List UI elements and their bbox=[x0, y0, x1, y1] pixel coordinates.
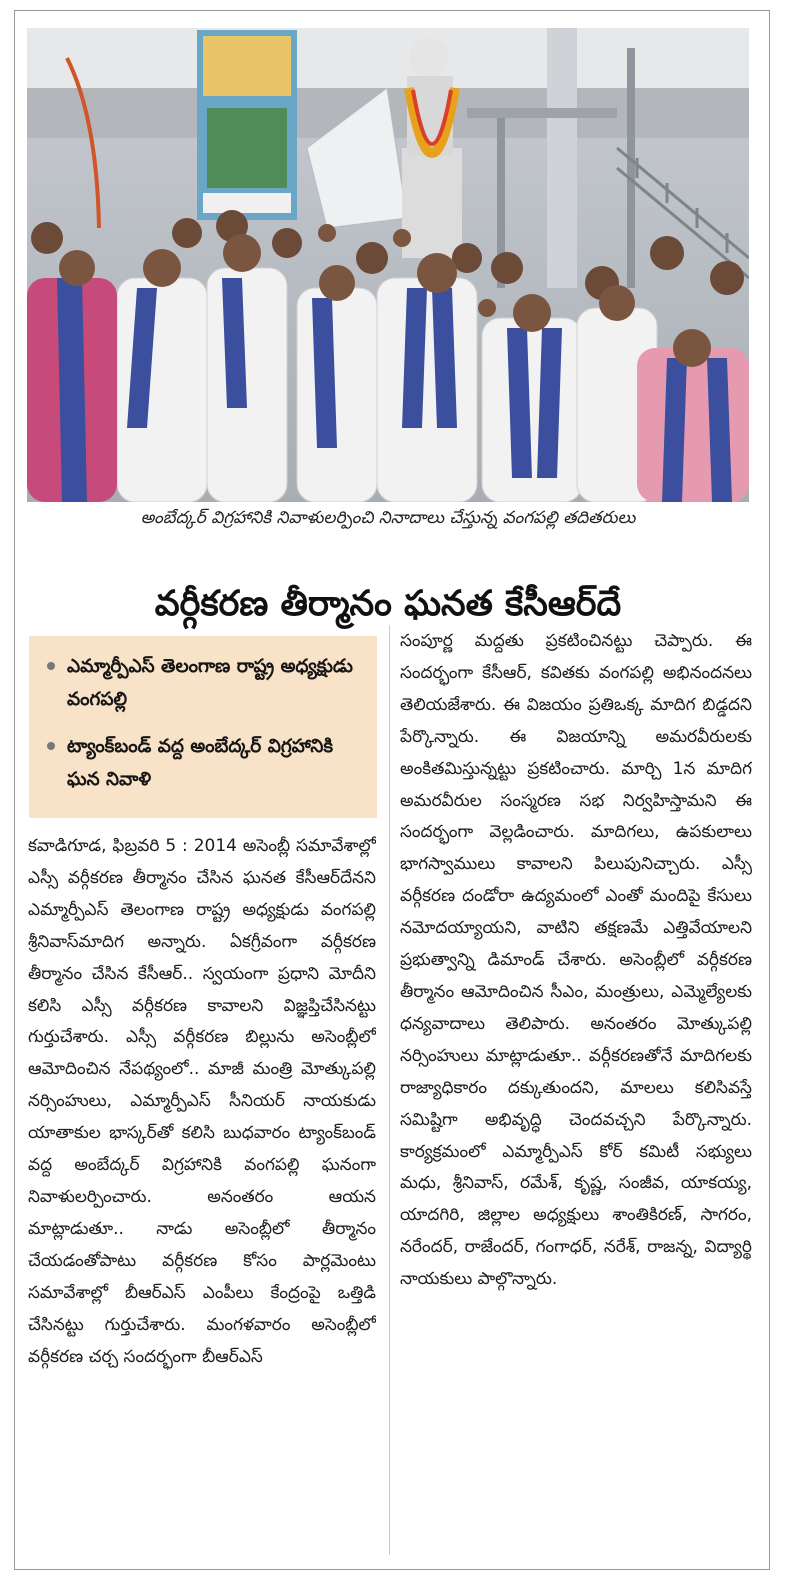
body-text-right: సంపూర్ణ మద్దతు ప్రకటించినట్టు చెప్పారు. ఈ సందర్భంగా కేసీఆర్, కవితకు వంగపల్లి అభినందనలు తెలియజేశారు. ఈ విజయం ప్రతిఒక్క మాదిగ బిడ్డదని పేర్కొన్నారు. ఈ విజయాన్ని అమరవీరులకు అంకితమిస్తున్నట్టు ప్రకటించారు. మార్చి 1న మాదిగ అమరవీరుల సంస్మరణ సభ నిర్వహిస్తామని ఈ సందర్భంగా వెల్లడించారు. మాదిగలు, ఉపకులాలు భాగస్వాములు కావాలని పిలుపునిచ్చారు. ఎస్సీ వర్గీకరణ దండోరా ఉద్యమంలో ఎంతో మందిపై కేసులు నమోదయ్యాయని, వాటిని తక్షణమే ఎత్తివేయాలని ప్రభుత్వాన్ని డిమాండ్ చేశారు. అసెంబ్లీలో వర్గీకరణ తీర్మానం ఆమోదించిన సీఎం, మంత్రులు, ఎమ్మెల్యేలకు ధన్యవాదాలు తెలిపారు. అనంతరం మోత్కుపల్లి నర్సింహులు మాట్లాడుతూ.. వర్గీకరణతోనే మాదిగలకు రాజ్యాధికారం దక్కుతుందని, మాలలు కలిసివస్తే సమిష్టిగా అభివృద్ధి చెందవచ్చని పేర్కొన్నారు. కార్యక్రమంలో ఎమ్మార్పీఎస్ కోర్ కమిటీ సభ్యులు మధు, శ్రీనివాస్, రమేశ్, కృష్ణ, సంజీవ, యాకయ్య, యాదగిరి, జిల్లాల అధ్యక్షులు శాంతికిరణ్, సాగరం, నరేందర్, రాజేందర్, గంగాధర్, నరేశ్, రాజన్న, విద్యార్థి నాయకులు పాల్గొన్నారు. bbox=[400, 631, 752, 1290]
photo-caption: అంబేద్కర్ విగ్రహానికి నివాళులర్పించి నినాదాలు చేస్తున్న వంగపల్లి తదితరులు bbox=[140, 508, 636, 528]
article-body-left bbox=[28, 831, 376, 1551]
dateline: కవాడిగూడ, ఫిబ్రవరి 5 : 2014 bbox=[28, 836, 237, 856]
headline: వర్గీకరణ తీర్మానం ఘనత కేసీఆర్‌దే bbox=[154, 583, 622, 625]
highlight-item bbox=[47, 650, 367, 716]
body-text-left: అసెంబ్లీ సమావేశాల్లో ఎస్సీ వర్గీకరణ తీర్మానం చేసిన ఘనత కేసీఆర్‌దేనని ఎమ్మార్పీఎస్ తెలంగాణ రాష్ట్ర అధ్యక్షుడు వంగపల్లి శ్రీనివాస్‌మాదిగ అన్నారు. ఏకగ్రీవంగా వర్గీకరణ తీర్మానం చేసిన కేసీఆర్.. స్వయంగా ప్రధాని మోదీని కలిసి ఎస్సీ వర్గీకరణ కావాలని విజ్ఞప్తిచేసినట్టు గుర్తుచేశారు. ఎస్సీ వర్గీకరణ బిల్లును అసెంబ్లీలో ఆమోదించిన నేపథ్యంలో.. మాజీ మంత్రి మోత్కుపల్లి నర్సింహులు, ఎమ్మార్పీఎస్ సీనియర్ నాయకుడు యాతాకుల భాస్కర్‌తో కలిసి బుధవారం ట్యాంక్‌బండ్ వద్ద అంబేద్కర్ విగ్రహానికి వంగపల్లి ఘనంగా నివాళులర్పించారు. అనంతరం ఆయన మాట్లాడుతూ.. నాడు అసెంబ్లీలో తీర్మానం చేయడంతోపాటు వర్గీకరణ కోసం పార్లమెంటు సమావేశాల్లో బీఆర్ఎస్ ఎంపీలు కేంద్రంపై ఒత్తిడి చేసినట్టు గుర్తుచేశారు. మంగళవారం అసెంబ్లీలో వర్గీకరణ చర్చ సందర్భంగా బీఆర్ఎస్ bbox=[28, 836, 376, 1367]
bullet-icon bbox=[47, 742, 55, 750]
article-body-right bbox=[400, 626, 752, 1556]
news-photo bbox=[27, 28, 749, 502]
bullet-icon bbox=[47, 662, 55, 670]
highlight-text: ఎమ్మార్పీఎస్ తెలంగాణ రాష్ట్ర అధ్యక్షుడు వంగపల్లి bbox=[67, 656, 353, 710]
highlight-text: ట్యాంక్‌బండ్ వద్ద అంబేద్కర్ విగ్రహానికి ఘన నివాళి bbox=[67, 736, 334, 790]
photo-illustration bbox=[27, 28, 749, 502]
highlights-box bbox=[29, 636, 377, 818]
highlight-item bbox=[47, 730, 367, 796]
column-divider bbox=[389, 625, 390, 1555]
